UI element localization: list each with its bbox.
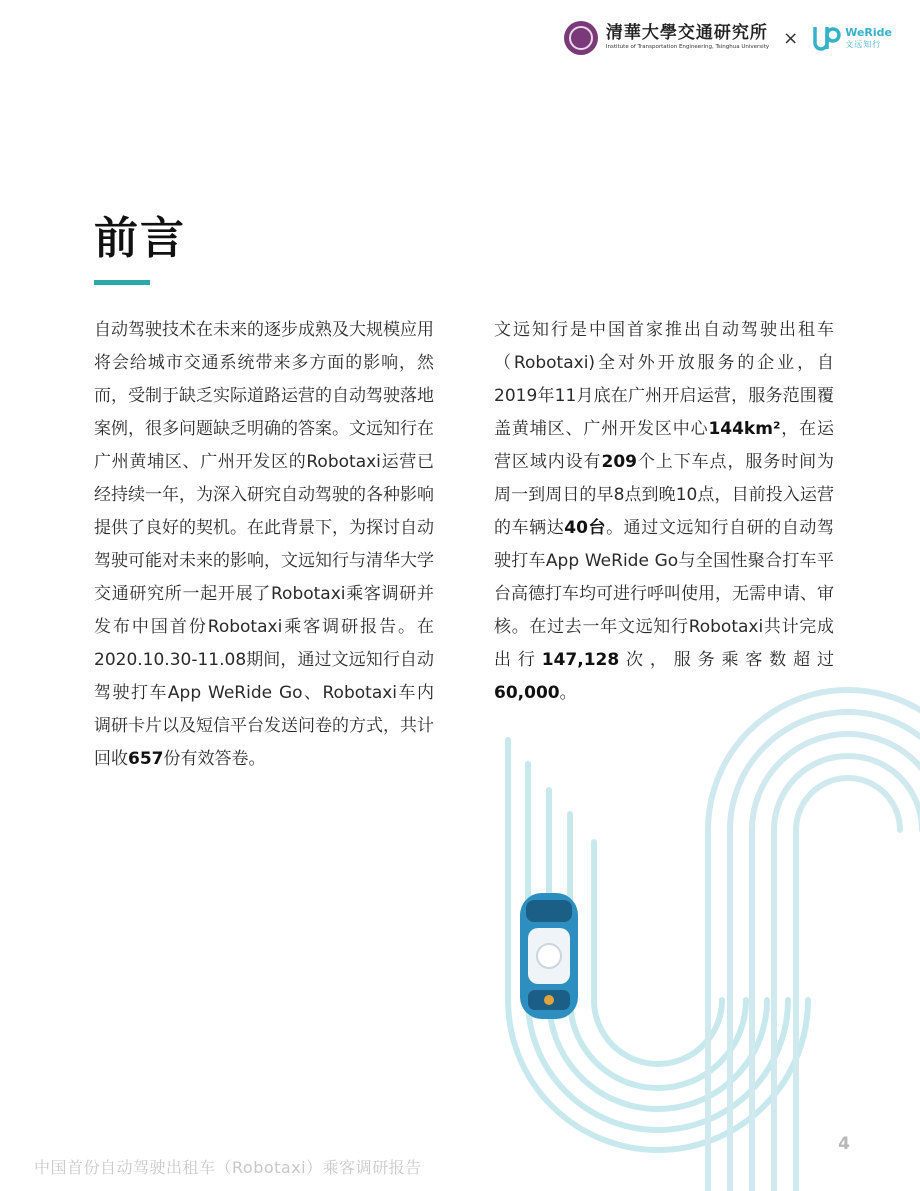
- text-segment: 自动驾驶技术在未来的逐步成熟及大规模应用将会给城市交通系统带来多方面的影响，然而，受制于缺乏实际道路运营的自动驾驶落地案例，很多问题缺乏明确的答案。文远知行在广州黄埔区、广州开发区的Robotaxi运营已经持续一年，为深入研究自动驾驶的各种影响提供了良好的契机。在此背景下，为探讨自动驾驶可能对未来的影响，文远知行与清华大学交通研究所一起开展了Robotaxi乘客调研并发布中国首份Robotaxi乘客调研报告。在2020.10.30-11.08期间，通过文远知行自动驾驶打车App WeRide Go、Robotaxi车内调研卡片以及短信平台发送问卷的方式，共计回收: [94, 320, 434, 769]
- highlight-trips: 147,128: [541, 650, 620, 670]
- intro-paragraph-left: [94, 314, 434, 776]
- text-segment: ，在运营区域内设有: [494, 419, 834, 472]
- report-footer: 中国首份自动驾驶出租车（Robotaxi）乘客调研报告: [34, 1158, 422, 1177]
- page-number: 4: [838, 1134, 850, 1154]
- institute-logo: [606, 25, 769, 51]
- weride-logo: [812, 23, 892, 53]
- weride-mark-icon: [812, 23, 842, 53]
- title-underline: [94, 280, 150, 285]
- text-segment: 份有效答卷。: [163, 749, 266, 769]
- page-title: 前言: [94, 213, 186, 264]
- text-segment: 文远知行是中国首家推出自动驾驶出租车（Robotaxi)全对外开放服务的企业，自2019年11月底在广州开启运营，服务范围覆盖黄埔区、广州开发区中心: [494, 320, 834, 439]
- highlight-area: 144km²: [708, 419, 781, 439]
- institute-name-en: Institute of Transportation Engineering, Tsinghua University: [605, 44, 770, 51]
- tsinghua-seal-icon: [564, 21, 598, 55]
- robotaxi-car: [520, 893, 578, 1019]
- highlight-responses: 657: [128, 749, 164, 769]
- highlight-vehicles: 40台: [564, 518, 607, 538]
- text-segment: 次，服务乘客数超过: [619, 650, 835, 670]
- highlight-passengers: 60,000: [494, 683, 560, 703]
- collab-separator: ×: [783, 27, 799, 49]
- institute-name-cn: 清華大學交通研究所: [605, 23, 768, 44]
- partner-name-cn: 文远知行: [845, 40, 882, 49]
- highlight-stops: 209: [601, 452, 637, 472]
- text-segment: 。通过文远知行自研的自动驾驶打车App WeRide Go与全国性聚合打车平台高德打车均可进行呼叫使用，无需申请、审核。在过去一年文远知行Robotaxi共计完成出行: [494, 518, 834, 670]
- report-header: [564, 18, 892, 58]
- text-segment: 。: [559, 683, 577, 703]
- text-segment: 个上下车点，服务时间为周一到周日的早8点到晚10点，目前投入运营的车辆达: [494, 452, 835, 538]
- partner-name: WeRide: [845, 26, 892, 39]
- intro-paragraph-right: [494, 314, 834, 710]
